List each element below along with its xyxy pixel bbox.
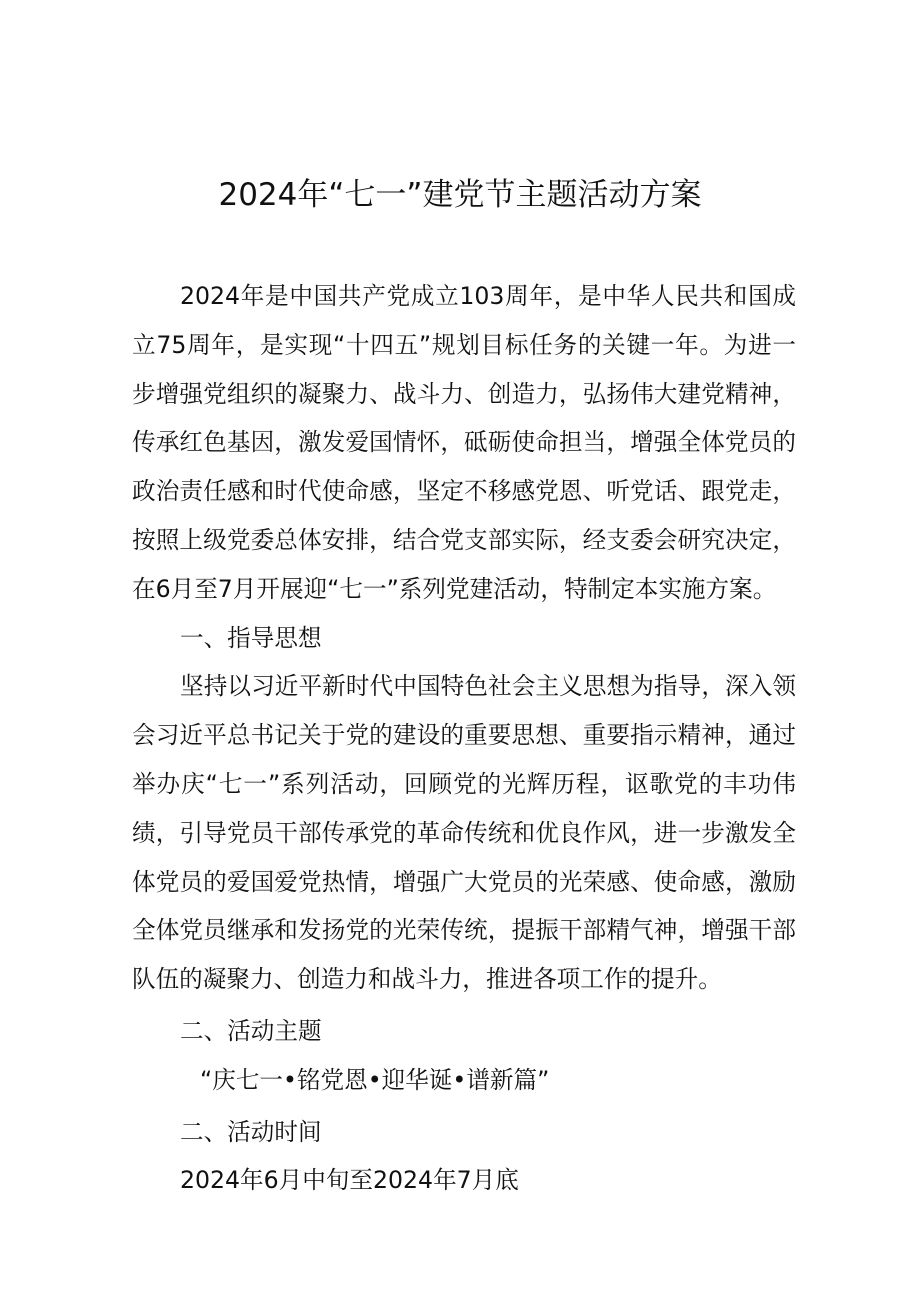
document-body <box>132 272 796 1205</box>
activity-theme-text: “庆七一•铭党恩•迎华诞•谱新篇” <box>200 1065 550 1094</box>
section-heading-guiding-ideology: 一、指导思想 <box>180 623 322 652</box>
intro-paragraph: 2024年是中国共产党成立103周年，是中华人民共和国成立75周年，是实现“十四五”规划目标任务的关键一年。为进一步增强党组织的凝聚力、战斗力、创造力，弘扬伟大建党精神，传承红色基因，激发爱国情怀，砥砺使命担当，增强全体党员的政治责任感和时代使命感，坚定不移感党恩、听党话、跟党走，按照上级党委总体安排，结合党支部实际，经支委会研究决定，在6月至7月开展迎“七一”系列党建活动，特制定本实施方案。 <box>132 282 796 603</box>
document-title: 2024年“七一”建党节主题活动方案 <box>218 177 702 213</box>
guiding-ideology-paragraph: 坚持以习近平新时代中国特色社会主义思想为指导，深入领会习近平总书记关于党的建设的重要思想、重要指示精神，通过举办庆“七一”系列活动，回顾党的光辉历程，讴歌党的丰功伟绩，引导党员干部传承党的革命传统和优良作风，进一步激发全体党员的爱国爱党热情，增强广大党员的光荣感、使命感，激励全体党员继承和发扬党的光荣传统，提振干部精气神，增强干部队伍的凝聚力、创造力和战斗力，推进各项工作的提升。 <box>132 672 796 994</box>
section-heading-activity-theme: 二、活动主题 <box>180 1016 322 1045</box>
section-heading-activity-time: 二、活动时间 <box>180 1117 322 1146</box>
activity-time-text: 2024年6月中旬至2024年7月底 <box>180 1166 519 1195</box>
